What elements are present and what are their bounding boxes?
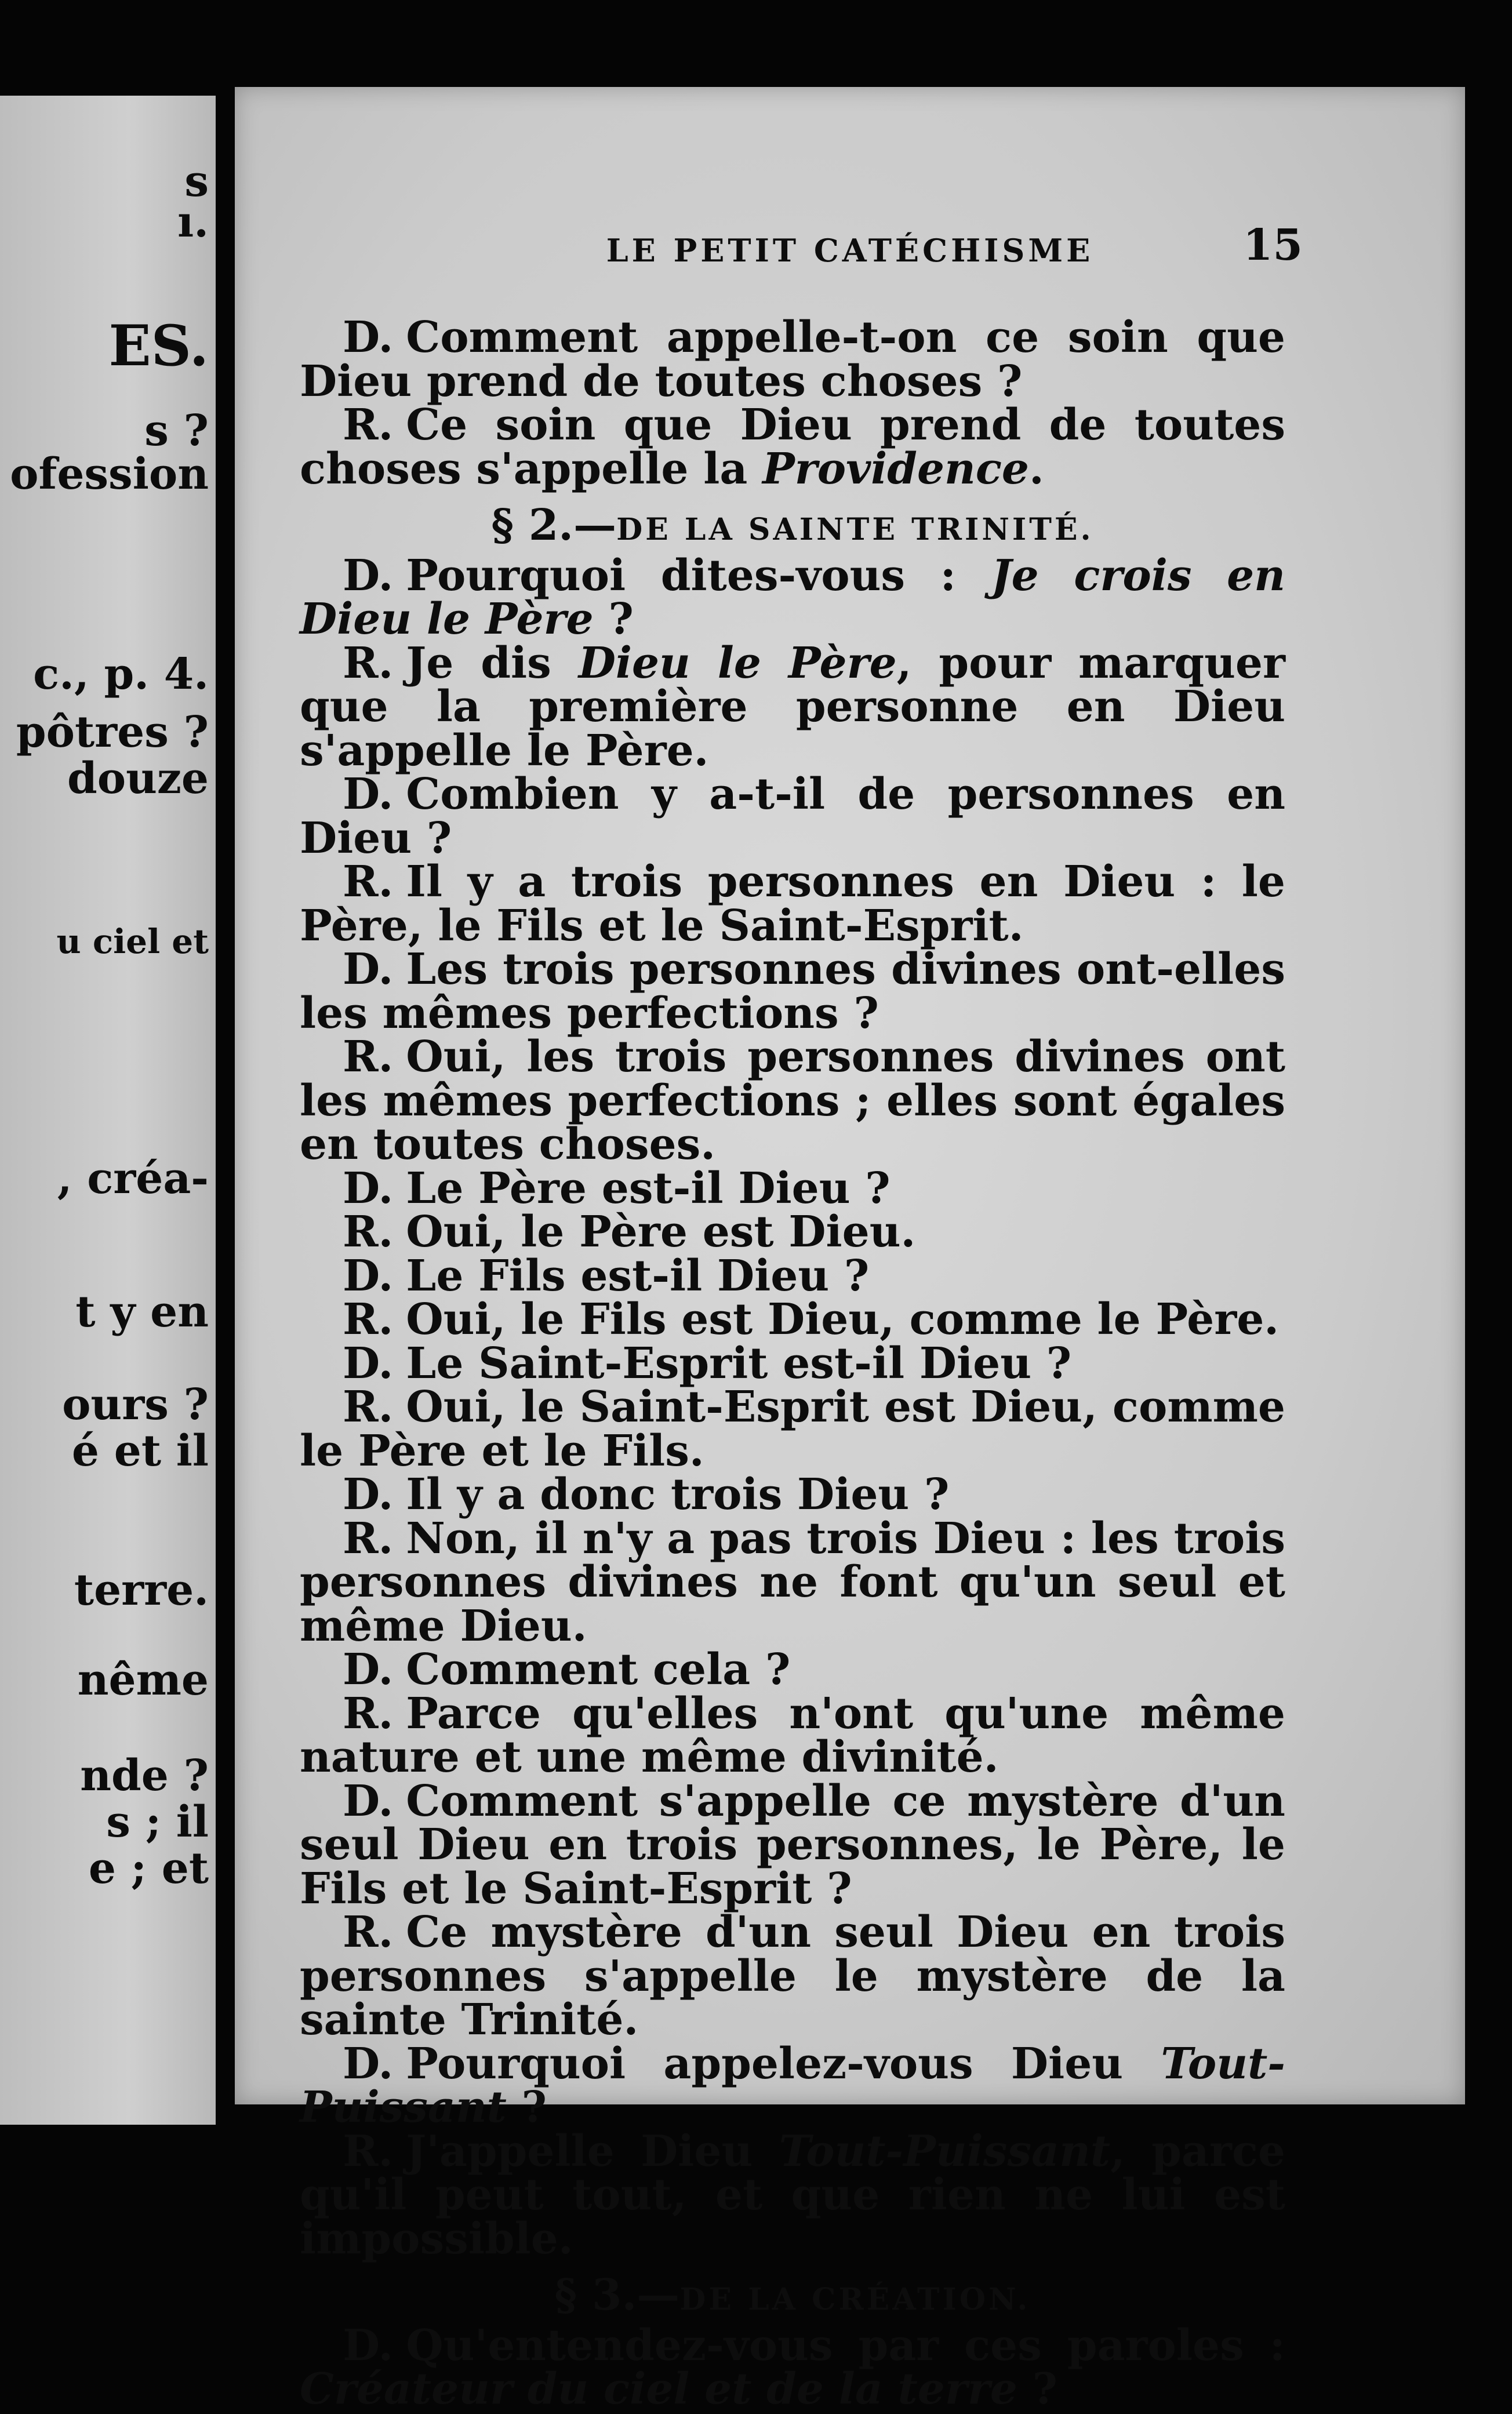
answer-paragraph: [300, 1907, 1285, 2045]
qa-label: D.: [343, 1338, 394, 1388]
left-page-text-fragment: e ; et: [88, 1844, 209, 1893]
paragraph-text: Il y a trois personnes en Dieu : le Père, le Fils et le Saint-Esprit.: [300, 857, 1285, 951]
qa-label: D.: [343, 1645, 394, 1695]
left-page-text-fragment: c., p. 4.: [33, 649, 209, 699]
left-page-text-fragment: u ciel et: [56, 922, 209, 961]
running-title: LE PETIT CATÉCHISME: [606, 232, 1094, 269]
qa-label: R.: [343, 1295, 394, 1344]
italic-emphasis: Créateur du ciel et de la terre: [300, 2364, 1017, 2414]
qa-label: D.: [343, 312, 394, 362]
paragraph-text: Oui, les trois personnes divines ont les mêmes perfections ; elles sont égales en toutes choses.: [300, 1032, 1285, 1169]
qa-label: R.: [343, 1907, 394, 1957]
left-page-text-fragment: , créa-: [57, 1154, 209, 1204]
answer-paragraph: [300, 1207, 1285, 1257]
left-page-text-fragment: é et il: [71, 1426, 209, 1476]
qa-label: D.: [343, 1776, 394, 1826]
paragraph-text: Non, il n'y a pas trois Dieu : les trois personnes divines ne font qu'un seul et même Dieu.: [300, 1513, 1285, 1651]
left-page-text-fragment: nême: [77, 1655, 209, 1705]
section-3-title: DE LA CRÉATION.: [679, 2282, 1031, 2317]
paragraph-text: Pourquoi dites-vous :: [406, 550, 991, 601]
paragraph-text: Ce mystère d'un seul Dieu en trois personnes s'appelle le mystère de la sainte Trinité.: [300, 1907, 1285, 2045]
left-page-text-fragment: ES.: [108, 313, 209, 379]
paragraph-text: Il y a donc trois Dieu ?: [406, 1470, 950, 1519]
left-page-text-fragment: s ; il: [106, 1797, 209, 1847]
qa-label: R.: [343, 857, 394, 907]
qa-label: D.: [343, 944, 394, 994]
left-page-text-fragment: terre.: [74, 1565, 209, 1615]
question-paragraph: [300, 769, 1285, 863]
left-page-text-fragment: t y en: [75, 1287, 209, 1337]
answer-paragraph: [300, 638, 1285, 776]
qa-label: R.: [343, 1688, 394, 1739]
page-number: 15: [1243, 220, 1303, 270]
qa-label: R.: [343, 2126, 394, 2176]
paragraph-text: Oui, le Saint-Esprit est Dieu, comme le Père et le Fils.: [300, 1382, 1285, 1476]
answer-paragraph: [300, 2126, 1285, 2264]
left-page-text-fragment: s ?: [144, 406, 209, 456]
left-page-text-fragment: s: [184, 157, 209, 206]
question-paragraph: [300, 1645, 1285, 1695]
question-paragraph: [300, 1163, 1285, 1213]
qa-label: D.: [343, 1163, 394, 1213]
answer-paragraph: [300, 1032, 1285, 1169]
paragraph-text: Comment cela ?: [406, 1645, 791, 1695]
paragraph-text: Combien y a-t-il de personnes en Dieu ?: [300, 769, 1285, 863]
section-3-heading: [300, 2270, 1285, 2322]
intro-qa-block: [300, 312, 1285, 494]
question-paragraph: [300, 312, 1285, 406]
paragraph-text: Comment appelle-t-on ce soin que Dieu prend de toutes choses ?: [300, 312, 1285, 406]
qa-label: D.: [343, 2038, 394, 2089]
qa-label: R.: [343, 638, 394, 688]
question-paragraph: [300, 944, 1285, 1038]
paragraph-text-tail: .: [1028, 443, 1044, 494]
qa-label: D.: [343, 2320, 394, 2371]
italic-emphasis: Tout-Puissant: [779, 2126, 1111, 2176]
left-page-text-fragment: ı.: [177, 197, 209, 247]
paragraph-text: Oui, le Père est Dieu.: [406, 1207, 916, 1257]
qa-label: R.: [343, 1382, 394, 1432]
paragraph-text: Pourquoi appelez-vous Dieu: [406, 2038, 1161, 2089]
answer-paragraph: [300, 1513, 1285, 1651]
paragraph-text: Comment s'appelle ce mystère d'un seul Dieu en trois personnes, le Père, le Fils et le Saint-Esprit ?: [300, 1776, 1285, 1914]
question-paragraph: [300, 2038, 1285, 2132]
left-page-text-fragment: ours ?: [62, 1380, 209, 1430]
paragraph-text: Les trois personnes divines ont-elles les mêmes perfections ?: [300, 944, 1285, 1038]
paragraph-text: Ce soin que Dieu prend de toutes choses s'appelle la: [300, 400, 1285, 494]
qa-label: R.: [343, 1513, 394, 1564]
section-3-qa-block: [300, 2320, 1285, 2414]
question-paragraph: [300, 550, 1285, 644]
section-2-title: DE LA SAINTE TRINITÉ.: [616, 512, 1094, 547]
paragraph-text-tail: ?: [593, 594, 634, 644]
book-page: [235, 87, 1465, 2414]
answer-paragraph: [300, 857, 1285, 951]
paragraph-text: Qu'entendez-vous par ces paroles :: [406, 2320, 1285, 2371]
italic-emphasis: Providence: [762, 443, 1029, 494]
question-paragraph: [300, 1470, 1285, 1519]
answer-paragraph: [300, 1382, 1285, 1476]
italic-emphasis: Dieu le Père: [578, 638, 897, 688]
qa-label: R.: [343, 1032, 394, 1082]
question-paragraph: [300, 1338, 1285, 1388]
page-body: [300, 312, 1285, 2414]
paragraph-text: Parce qu'elles n'ont qu'une même nature et une même divinité.: [300, 1688, 1285, 1782]
paragraph-text: Le Saint-Esprit est-il Dieu ?: [406, 1338, 1072, 1388]
section-2-number: § 2.—: [491, 500, 617, 550]
previous-page-fragment: [0, 96, 216, 2125]
question-paragraph: [300, 1776, 1285, 1914]
qa-label: D.: [343, 1250, 394, 1301]
paragraph-text-tail: , parce qu'il peut tout, et que rien ne lui est impossible.: [300, 2126, 1285, 2264]
section-3-number: § 3.—: [554, 2270, 680, 2320]
italic-emphasis: Je crois en Dieu le Père: [300, 550, 1285, 644]
answer-paragraph: [300, 1295, 1285, 1344]
paragraph-text: Oui, le Fils est Dieu, comme le Père.: [406, 1295, 1280, 1344]
answer-paragraph: [300, 1688, 1285, 1782]
paragraph-text: J'appelle Dieu: [406, 2126, 779, 2176]
italic-emphasis: Tout-Puissant: [300, 2038, 1285, 2132]
paragraph-text: Le Fils est-il Dieu ?: [406, 1250, 870, 1301]
left-page-text-fragment: pôtres ?: [16, 707, 209, 757]
qa-label: R.: [343, 400, 394, 450]
left-page-text-fragment: douze: [67, 754, 209, 804]
paragraph-text: Le Père est-il Dieu ?: [406, 1163, 891, 1213]
qa-label: D.: [343, 769, 394, 819]
section-2-heading: [300, 500, 1285, 552]
question-paragraph: [300, 2320, 1285, 2414]
left-page-text-fragment: ofession: [10, 449, 209, 499]
paragraph-text-tail: ?: [1017, 2364, 1058, 2414]
qa-label: D.: [343, 550, 394, 601]
paragraph-text-tail: ?: [506, 2082, 547, 2132]
qa-label: R.: [343, 1207, 394, 1257]
paragraph-text-tail: , pour marquer que la première personne en Dieu s'appelle le Père.: [300, 638, 1285, 776]
paragraph-text: Je dis: [406, 638, 579, 688]
left-page-text-fragment: nde ?: [80, 1751, 209, 1801]
section-2-qa-block: [300, 550, 1285, 2264]
question-paragraph: [300, 1250, 1285, 1301]
answer-paragraph: [300, 400, 1285, 494]
qa-label: D.: [343, 1470, 394, 1519]
